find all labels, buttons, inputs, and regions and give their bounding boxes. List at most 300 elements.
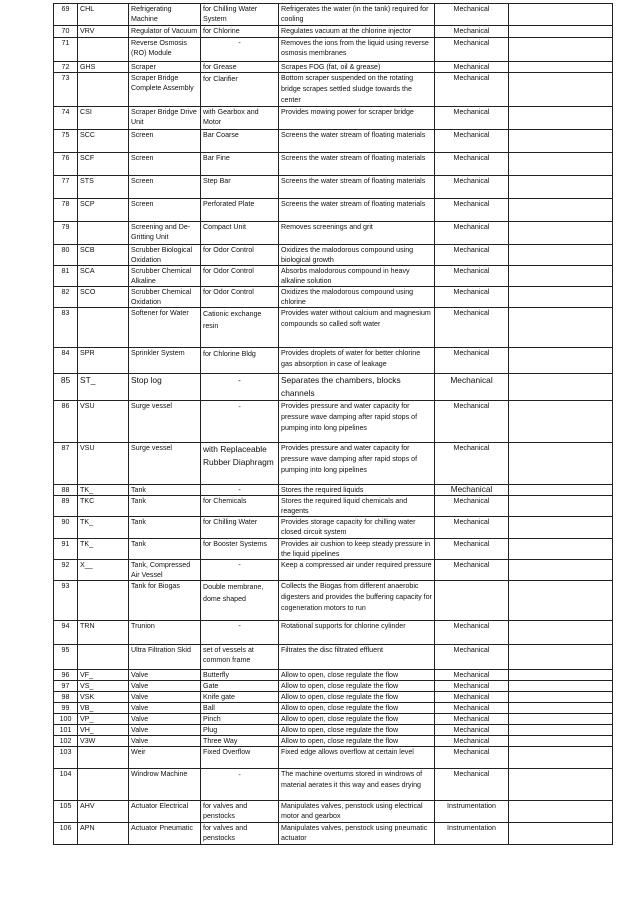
equipment-name: Valve <box>129 681 201 692</box>
table-row <box>54 308 613 348</box>
equipment-category: Mechanical <box>435 73 509 107</box>
equipment-function: Allow to open, close regulate the flow <box>279 725 435 736</box>
row-number: 102 <box>54 736 78 747</box>
equipment-type: - <box>201 621 279 645</box>
equipment-category: Mechanical <box>435 769 509 801</box>
equipment-type: for Chlorine <box>201 26 279 38</box>
equipment-type: Ball <box>201 703 279 714</box>
blank-cell <box>509 176 613 199</box>
table-row <box>54 38 613 62</box>
equipment-code: VSU <box>78 443 129 485</box>
blank-cell <box>509 287 613 308</box>
equipment-category: Mechanical <box>435 401 509 443</box>
table-row <box>54 645 613 670</box>
blank-cell <box>509 222 613 245</box>
equipment-category: Mechanical <box>435 539 509 560</box>
table-row <box>54 681 613 692</box>
equipment-code: TK_ <box>78 485 129 496</box>
equipment-name: Screening and De-Gritting Unit <box>129 222 201 245</box>
equipment-name: Tank <box>129 485 201 496</box>
equipment-category: Mechanical <box>435 176 509 199</box>
equipment-code: TRN <box>78 621 129 645</box>
equipment-name: Refrigerating Machine <box>129 4 201 26</box>
table-row <box>54 348 613 374</box>
equipment-code: VS_ <box>78 681 129 692</box>
equipment-category: Mechanical <box>435 199 509 222</box>
table-row <box>54 517 613 539</box>
equipment-category: Mechanical <box>435 153 509 176</box>
row-number: 104 <box>54 769 78 801</box>
equipment-function: Provides air cushion to keep steady pressure in the liquid pipelines <box>279 539 435 560</box>
equipment-type: - <box>201 38 279 62</box>
equipment-code: CSI <box>78 107 129 130</box>
equipment-type: Double membrane, dome shaped <box>201 581 279 621</box>
equipment-function: The machine overturns stored in windrows of material aerates it this way and eases drying <box>279 769 435 801</box>
equipment-function: Regulates vacuum at the chlorine injector <box>279 26 435 38</box>
equipment-code: STS <box>78 176 129 199</box>
table-row <box>54 4 613 26</box>
equipment-name: Trunion <box>129 621 201 645</box>
blank-cell <box>509 308 613 348</box>
row-number: 69 <box>54 4 78 26</box>
equipment-code: V3W <box>78 736 129 747</box>
equipment-category: Mechanical <box>435 725 509 736</box>
table-row <box>54 73 613 107</box>
equipment-category: Mechanical <box>435 348 509 374</box>
row-number: 82 <box>54 287 78 308</box>
equipment-function: Bottom scraper suspended on the rotating bridge scrapes settled sludge towards the center <box>279 73 435 107</box>
equipment-name: Tank <box>129 496 201 517</box>
equipment-type: for Chlorine Bldg <box>201 348 279 374</box>
row-number: 88 <box>54 485 78 496</box>
table-row <box>54 130 613 153</box>
equipment-function: Screens the water stream of floating materials <box>279 176 435 199</box>
equipment-function: Oxidizes the malodorous compound using biological growth <box>279 245 435 266</box>
equipment-name: Actuator Electrical <box>129 801 201 823</box>
table-row <box>54 485 613 496</box>
equipment-function: Manipulates valves, penstock using electrical motor and gearbox <box>279 801 435 823</box>
equipment-type: - <box>201 560 279 581</box>
blank-cell <box>509 823 613 845</box>
row-number: 70 <box>54 26 78 38</box>
row-number: 95 <box>54 645 78 670</box>
equipment-code: APN <box>78 823 129 845</box>
equipment-function: Screens the water stream of floating materials <box>279 199 435 222</box>
equipment-category: Mechanical <box>435 62 509 73</box>
equipment-type: set of vessels at common frame <box>201 645 279 670</box>
equipment-function: Refrigerates the water (in the tank) required for cooling <box>279 4 435 26</box>
row-number: 89 <box>54 496 78 517</box>
equipment-function: Screens the water stream of floating materials <box>279 153 435 176</box>
equipment-type: with Replaceable Rubber Diaphragm <box>201 443 279 485</box>
blank-cell <box>509 130 613 153</box>
equipment-category: Mechanical <box>435 645 509 670</box>
equipment-name: Valve <box>129 725 201 736</box>
blank-cell <box>509 517 613 539</box>
table-row <box>54 736 613 747</box>
equipment-category: Mechanical <box>435 222 509 245</box>
blank-cell <box>509 681 613 692</box>
equipment-category <box>435 581 509 621</box>
table-row <box>54 801 613 823</box>
equipment-type: Bar Coarse <box>201 130 279 153</box>
equipment-category: Mechanical <box>435 107 509 130</box>
equipment-function: Allow to open, close regulate the flow <box>279 703 435 714</box>
table-row <box>54 539 613 560</box>
table-row <box>54 621 613 645</box>
equipment-category: Mechanical <box>435 287 509 308</box>
equipment-type: - <box>201 769 279 801</box>
blank-cell <box>509 769 613 801</box>
equipment-type: for Chilling Water System <box>201 4 279 26</box>
equipment-function: Provides mowing power for scraper bridge <box>279 107 435 130</box>
table-row <box>54 443 613 485</box>
equipment-category: Mechanical <box>435 130 509 153</box>
row-number: 86 <box>54 401 78 443</box>
equipment-type: for Odor Control <box>201 287 279 308</box>
table-row <box>54 176 613 199</box>
equipment-code <box>78 222 129 245</box>
row-number: 99 <box>54 703 78 714</box>
equipment-name: Ultra Filtration Skid <box>129 645 201 670</box>
equipment-name: Surge vessel <box>129 443 201 485</box>
equipment-type: Gate <box>201 681 279 692</box>
equipment-type: for Chilling Water <box>201 517 279 539</box>
equipment-category: Instrumentation <box>435 823 509 845</box>
table-row <box>54 222 613 245</box>
equipment-name: Tank for Biogas <box>129 581 201 621</box>
equipment-function: Provides droplets of water for better chlorine gas absorption in case of leakage <box>279 348 435 374</box>
equipment-function: Allow to open, close regulate the flow <box>279 692 435 703</box>
equipment-function: Oxidizes the malodorous compound using chlorine <box>279 287 435 308</box>
equipment-name: Scraper Bridge Complete Assembly <box>129 73 201 107</box>
table-row <box>54 199 613 222</box>
table-row <box>54 769 613 801</box>
equipment-name: Valve <box>129 714 201 725</box>
row-number: 87 <box>54 443 78 485</box>
row-number: 94 <box>54 621 78 645</box>
equipment-code: VF_ <box>78 670 129 681</box>
blank-cell <box>509 401 613 443</box>
row-number: 96 <box>54 670 78 681</box>
blank-cell <box>509 670 613 681</box>
equipment-category: Mechanical <box>435 245 509 266</box>
equipment-code: SPR <box>78 348 129 374</box>
equipment-category: Mechanical <box>435 308 509 348</box>
blank-cell <box>509 736 613 747</box>
equipment-function: Allow to open, close regulate the flow <box>279 670 435 681</box>
equipment-category: Mechanical <box>435 692 509 703</box>
equipment-function: Rotational supports for chlorine cylinder <box>279 621 435 645</box>
equipment-name: Actuator Pneumatic <box>129 823 201 845</box>
row-number: 77 <box>54 176 78 199</box>
equipment-code: VSK <box>78 692 129 703</box>
equipment-category: Mechanical <box>435 681 509 692</box>
table-row <box>54 747 613 769</box>
row-number: 90 <box>54 517 78 539</box>
equipment-function: Provides storage capacity for chilling water closed circuit system <box>279 517 435 539</box>
row-number: 83 <box>54 308 78 348</box>
row-number: 78 <box>54 199 78 222</box>
equipment-type: Three Way <box>201 736 279 747</box>
equipment-type: Plug <box>201 725 279 736</box>
equipment-name: Screen <box>129 153 201 176</box>
blank-cell <box>509 714 613 725</box>
blank-cell <box>509 692 613 703</box>
blank-cell <box>509 199 613 222</box>
equipment-code-table <box>53 3 613 845</box>
row-number: 105 <box>54 801 78 823</box>
row-number: 80 <box>54 245 78 266</box>
blank-cell <box>509 153 613 176</box>
row-number: 74 <box>54 107 78 130</box>
equipment-name: Sprinkler System <box>129 348 201 374</box>
equipment-category: Mechanical <box>435 266 509 287</box>
blank-cell <box>509 621 613 645</box>
blank-cell <box>509 496 613 517</box>
equipment-code: GHS <box>78 62 129 73</box>
equipment-code: VH_ <box>78 725 129 736</box>
table-row <box>54 703 613 714</box>
blank-cell <box>509 62 613 73</box>
table-row <box>54 153 613 176</box>
equipment-function: Filtrates the disc filtrated effluent <box>279 645 435 670</box>
equipment-function: Screens the water stream of floating materials <box>279 130 435 153</box>
row-number: 93 <box>54 581 78 621</box>
table-row <box>54 581 613 621</box>
table-row <box>54 670 613 681</box>
equipment-category: Mechanical <box>435 496 509 517</box>
row-number: 106 <box>54 823 78 845</box>
equipment-type: for Booster Systems <box>201 539 279 560</box>
blank-cell <box>509 4 613 26</box>
equipment-name: Screen <box>129 130 201 153</box>
equipment-function: Removes the ions from the liquid using reverse osmosis membranes <box>279 38 435 62</box>
equipment-function: Stores the required liquid chemicals and reagents <box>279 496 435 517</box>
equipment-type: Bar Fine <box>201 153 279 176</box>
equipment-category: Mechanical <box>435 703 509 714</box>
row-number: 98 <box>54 692 78 703</box>
blank-cell <box>509 348 613 374</box>
equipment-type: - <box>201 401 279 443</box>
row-number: 79 <box>54 222 78 245</box>
table-row <box>54 266 613 287</box>
equipment-name: Stop log <box>129 374 201 401</box>
equipment-function: Separates the chambers, blocks channels <box>279 374 435 401</box>
equipment-code: AHV <box>78 801 129 823</box>
equipment-category: Mechanical <box>435 560 509 581</box>
equipment-name: Windrow Machine <box>129 769 201 801</box>
row-number: 84 <box>54 348 78 374</box>
equipment-category: Mechanical <box>435 26 509 38</box>
equipment-name: Softener for Water <box>129 308 201 348</box>
blank-cell <box>509 374 613 401</box>
equipment-name: Valve <box>129 692 201 703</box>
equipment-function: Collects the Biogas from different anaerobic digesters and provides the buffering capacity for cogeneration motors to run <box>279 581 435 621</box>
equipment-type: Butterfly <box>201 670 279 681</box>
equipment-name: Scrubber Chemical Oxidation <box>129 287 201 308</box>
equipment-code <box>78 38 129 62</box>
equipment-function: Allow to open, close regulate the flow <box>279 681 435 692</box>
blank-cell <box>509 443 613 485</box>
equipment-function: Provides water without calcium and magnesium compounds so called soft water <box>279 308 435 348</box>
table-row <box>54 823 613 845</box>
equipment-function: Scrapes FOG (fat, oil & grease) <box>279 62 435 73</box>
equipment-type: for valves and penstocks <box>201 823 279 845</box>
table-row <box>54 26 613 38</box>
equipment-code: SCB <box>78 245 129 266</box>
equipment-code: SCA <box>78 266 129 287</box>
row-number: 97 <box>54 681 78 692</box>
table-row <box>54 107 613 130</box>
equipment-code <box>78 747 129 769</box>
equipment-category: Mechanical <box>435 736 509 747</box>
table-row <box>54 714 613 725</box>
table-row <box>54 245 613 266</box>
table-row <box>54 374 613 401</box>
equipment-type: Knife gate <box>201 692 279 703</box>
equipment-code: VP_ <box>78 714 129 725</box>
equipment-type: Pinch <box>201 714 279 725</box>
equipment-function: Removes screenings and grit <box>279 222 435 245</box>
equipment-name: Scrubber Biological Oxidation <box>129 245 201 266</box>
equipment-type: Step Bar <box>201 176 279 199</box>
equipment-name: Scraper <box>129 62 201 73</box>
equipment-category: Mechanical <box>435 517 509 539</box>
row-number: 72 <box>54 62 78 73</box>
row-number: 73 <box>54 73 78 107</box>
blank-cell <box>509 73 613 107</box>
equipment-category: Instrumentation <box>435 801 509 823</box>
equipment-name: Tank <box>129 517 201 539</box>
blank-cell <box>509 485 613 496</box>
blank-cell <box>509 560 613 581</box>
row-number: 100 <box>54 714 78 725</box>
blank-cell <box>509 801 613 823</box>
equipment-type: Compact Unit <box>201 222 279 245</box>
equipment-code: SCP <box>78 199 129 222</box>
blank-cell <box>509 26 613 38</box>
row-number: 76 <box>54 153 78 176</box>
equipment-function: Fixed edge allows overflow at certain level <box>279 747 435 769</box>
equipment-name: Tank <box>129 539 201 560</box>
equipment-code: VSU <box>78 401 129 443</box>
table-row <box>54 560 613 581</box>
equipment-function: Provides pressure and water capacity for pressure wave damping after rapid stops of pumping into long pipelines <box>279 443 435 485</box>
equipment-category: Mechanical <box>435 670 509 681</box>
blank-cell <box>509 645 613 670</box>
equipment-name: Weir <box>129 747 201 769</box>
equipment-category: Mechanical <box>435 4 509 26</box>
equipment-type: - <box>201 374 279 401</box>
equipment-name: Valve <box>129 703 201 714</box>
equipment-function: Allow to open, close regulate the flow <box>279 714 435 725</box>
equipment-category: Mechanical <box>435 38 509 62</box>
row-number: 75 <box>54 130 78 153</box>
equipment-function: Keep a compressed air under required pressure <box>279 560 435 581</box>
equipment-name: Scrubber Chemical Alkaline <box>129 266 201 287</box>
blank-cell <box>509 245 613 266</box>
equipment-code: TK_ <box>78 539 129 560</box>
row-number: 81 <box>54 266 78 287</box>
equipment-code <box>78 581 129 621</box>
equipment-category: Mechanical <box>435 485 509 496</box>
equipment-code: X__ <box>78 560 129 581</box>
equipment-name: Surge vessel <box>129 401 201 443</box>
equipment-name: Scraper Bridge Drive Unit <box>129 107 201 130</box>
equipment-code: TKC <box>78 496 129 517</box>
equipment-code: TK_ <box>78 517 129 539</box>
table-row <box>54 692 613 703</box>
blank-cell <box>509 38 613 62</box>
equipment-name: Tank, Compressed Air Vessel <box>129 560 201 581</box>
equipment-code <box>78 308 129 348</box>
table-row <box>54 401 613 443</box>
equipment-code: SCO <box>78 287 129 308</box>
equipment-category: Mechanical <box>435 747 509 769</box>
equipment-function: Stores the required liquids <box>279 485 435 496</box>
equipment-name: Regulator of Vacuum <box>129 26 201 38</box>
equipment-category: Mechanical <box>435 443 509 485</box>
equipment-name: Screen <box>129 199 201 222</box>
equipment-type: Cationic exchange resin <box>201 308 279 348</box>
blank-cell <box>509 703 613 714</box>
blank-cell <box>509 266 613 287</box>
equipment-type: Fixed Overflow <box>201 747 279 769</box>
blank-cell <box>509 107 613 130</box>
blank-cell <box>509 725 613 736</box>
equipment-type: for Chemicals <box>201 496 279 517</box>
equipment-code <box>78 73 129 107</box>
equipment-code: SCF <box>78 153 129 176</box>
table-row <box>54 62 613 73</box>
equipment-code: ST_ <box>78 374 129 401</box>
equipment-name: Reverse Osmosis (RO) Module <box>129 38 201 62</box>
equipment-name: Valve <box>129 670 201 681</box>
equipment-name: Screen <box>129 176 201 199</box>
equipment-code <box>78 769 129 801</box>
equipment-type: for Odor Control <box>201 266 279 287</box>
equipment-code: SCC <box>78 130 129 153</box>
equipment-type: Perforated Plate <box>201 199 279 222</box>
equipment-code: CHL <box>78 4 129 26</box>
blank-cell <box>509 581 613 621</box>
equipment-type: for Grease <box>201 62 279 73</box>
row-number: 91 <box>54 539 78 560</box>
equipment-function: Manipulates valves, penstock using pneumatic actuator <box>279 823 435 845</box>
equipment-function: Absorbs malodorous compound in heavy alkaline solution <box>279 266 435 287</box>
row-number: 101 <box>54 725 78 736</box>
equipment-category: Mechanical <box>435 621 509 645</box>
table-row <box>54 287 613 308</box>
table-row <box>54 496 613 517</box>
equipment-category: Mechanical <box>435 374 509 401</box>
equipment-type: for valves and penstocks <box>201 801 279 823</box>
equipment-code: VB_ <box>78 703 129 714</box>
equipment-type: for Odor Control <box>201 245 279 266</box>
row-number: 92 <box>54 560 78 581</box>
equipment-code <box>78 645 129 670</box>
equipment-type: with Gearbox and Motor <box>201 107 279 130</box>
blank-cell <box>509 539 613 560</box>
row-number: 71 <box>54 38 78 62</box>
table-row <box>54 725 613 736</box>
row-number: 103 <box>54 747 78 769</box>
equipment-function: Provides pressure and water capacity for pressure wave damping after rapid stops of pumping into long pipelines <box>279 401 435 443</box>
row-number: 85 <box>54 374 78 401</box>
equipment-type: - <box>201 485 279 496</box>
equipment-code: VRV <box>78 26 129 38</box>
